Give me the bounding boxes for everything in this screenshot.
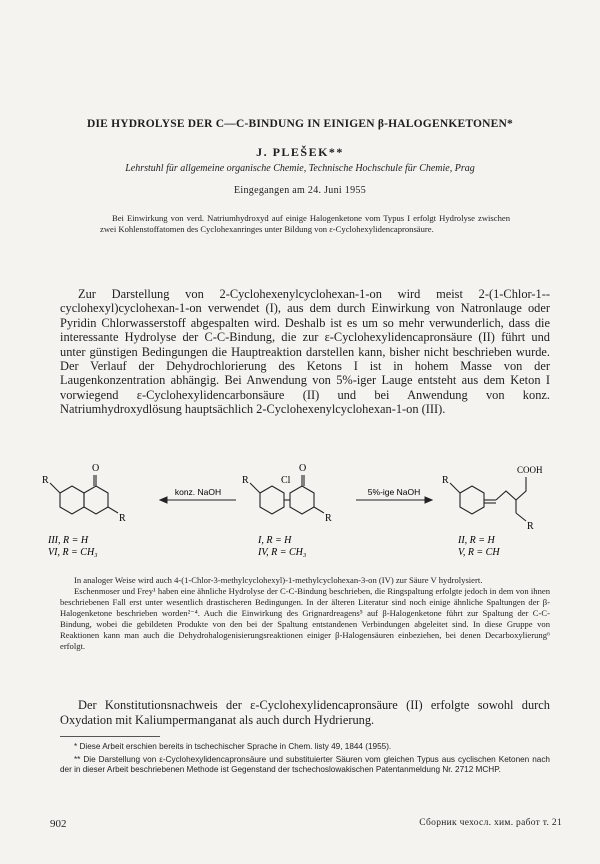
r-label-1: R (42, 475, 49, 486)
r-label-2: R (119, 513, 126, 524)
author-name: J. PLEŠEK** (256, 145, 344, 159)
right-label-1: II, R = H (458, 535, 495, 546)
journal-footer: Сборник чехосл. хим. работ т. 21 (419, 818, 562, 828)
oxygen-label-middle: O (299, 463, 307, 474)
arrow2-label: 5%-ige NaOH (367, 487, 421, 497)
reaction-scheme (40, 453, 570, 573)
body-paragraph-2: Der Konstitutionsnachweis der ε-Cyclohexylidencapronsäure (II) erfolgte sowohl durch Oxydation mit Kaliumpermanganat als auch durch Hydrierung. (60, 698, 550, 727)
arrow1-label: konz. NaOH (174, 487, 222, 497)
middle-label-1: I, R = H (258, 535, 292, 546)
reaction-arrows (160, 497, 432, 503)
body-paragraph-1: Zur Darstellung von 2-Cyclohexenylcyclohexan-1-on wird meist 2-(1-Chlor-1--cyclohexyl)cyclohexan-1-on verwendet (I), aus dem durch Einwirkung von Natronlauge oder Pyridin Chlorwasserstoff abgespalten wird. Deshalb ist es um so mehr verwunderlich, dass die interessante Hydrolyse der C-C-Bindung, die zur ε-Cyclohexylidencapronsäure (II) führt und unter günstigen Bedingungen die Hauptreaktion darstellen kann, bisher nicht beschrieben wurde. Der Verlauf der Dehydrochlorierung des Ketons I ist in hohem Masse von der Laugenkonzentration abhängig. Bei Anwendung von 5%-iger Lauge entsteht aus dem Keton I vorwiegend ε-Cyclohexylidencarbonsäure (II) und bei Anwendung von konz. Natriumhydroxydlösung hauptsächlich 2-Cyclohexenylcyclohexan-1-on (III). (60, 287, 550, 417)
right-label-2: V, R = CH (458, 547, 500, 558)
r-label-6: R (527, 521, 534, 532)
footnote-1: * Diese Arbeit erschien bereits in tschechischer Sprache in Chem. listy 49, 1844 (1955). (74, 742, 392, 751)
r-label-4: R (325, 513, 332, 524)
small-paragraph-2: Eschenmoser und Frey¹ haben eine ähnliche Hydrolyse der C-C-Bindung beschrieben, die Ringspaltung erfolgte jedoch in dem von ihnen beschriebenen Fall erst unter wesentlich drastischeren Bedingungen. In der älteren Literatur sind noch einige ähnliche Spaltungen der β-Halogenketone beschrieben worden²⁻⁴. Auch die Einwirkung des Grignardreagens⁵ auf β-Halogenketone führt zur Spaltung der C-C-Bindung, wobei die gebildeten Produkte von den bei der Spaltung entstandenen Verbindungen abgeleitet sind. In diese Gruppe von Reaktionen kann man auch die Dehydrohalogenisierungsreaktionen einiger β-Halogensäuren einbeziehen, bei denen Decarboxylierung⁶ erfolgt. (60, 586, 550, 651)
structure-left (50, 475, 118, 514)
r-label-5: R (442, 475, 449, 486)
footnote-2: ** Die Darstellung von ε-Cyclohexylidencapronsäure und substituierter Säuren vom gleichen Typus aus cyclischen Ketonen nach der in dieser Arbeit beschriebenen Methode ist Gegenstand der tschechoslowakischen Patentanmeldung Nr. 2712 MCHP. (60, 754, 550, 774)
article-title: DIE HYDROLYSE DER C—C-BINDUNG IN EINIGEN β-HALOGENKETONEN* (87, 118, 513, 130)
abstract: Bei Einwirkung von verd. Natriumhydroxyd auf einige Halogenketone vom Typus I erfolgt Hydrolyse zwischen zwei Kohlenstoffatomen des Cyclohexanringes unter Bildung von ε-Cyclohexylidencapronsäure. (100, 213, 510, 234)
small-print-section (60, 575, 550, 652)
affiliation: Lehrstuhl für allgemeine organische Chemie, Technische Hochschule für Chemie, Prag (125, 163, 475, 174)
footnotes (60, 742, 550, 778)
structure-right (450, 477, 526, 521)
page-number: 902 (50, 818, 67, 830)
small-paragraph-1: In analoger Weise wird auch 4-(1-Chlor-3-methylcyclohexyl)-1-methylcyclohexan-3-on (IV) zur Säure V hydrolysiert. (74, 575, 483, 585)
carboxyl-label: COOH (517, 465, 543, 475)
oxygen-label-left: O (92, 463, 100, 474)
chlorine-label: Cl (281, 475, 291, 486)
received-date: Eingegangen am 24. Juni 1955 (234, 185, 366, 196)
left-label-1: III, R = H (48, 535, 89, 546)
middle-label-2: IV, R = CH₃ (258, 547, 307, 558)
left-label-2: VI, R = CH₃ (48, 547, 98, 558)
r-label-3: R (242, 475, 249, 486)
footnote-rule (60, 736, 160, 737)
